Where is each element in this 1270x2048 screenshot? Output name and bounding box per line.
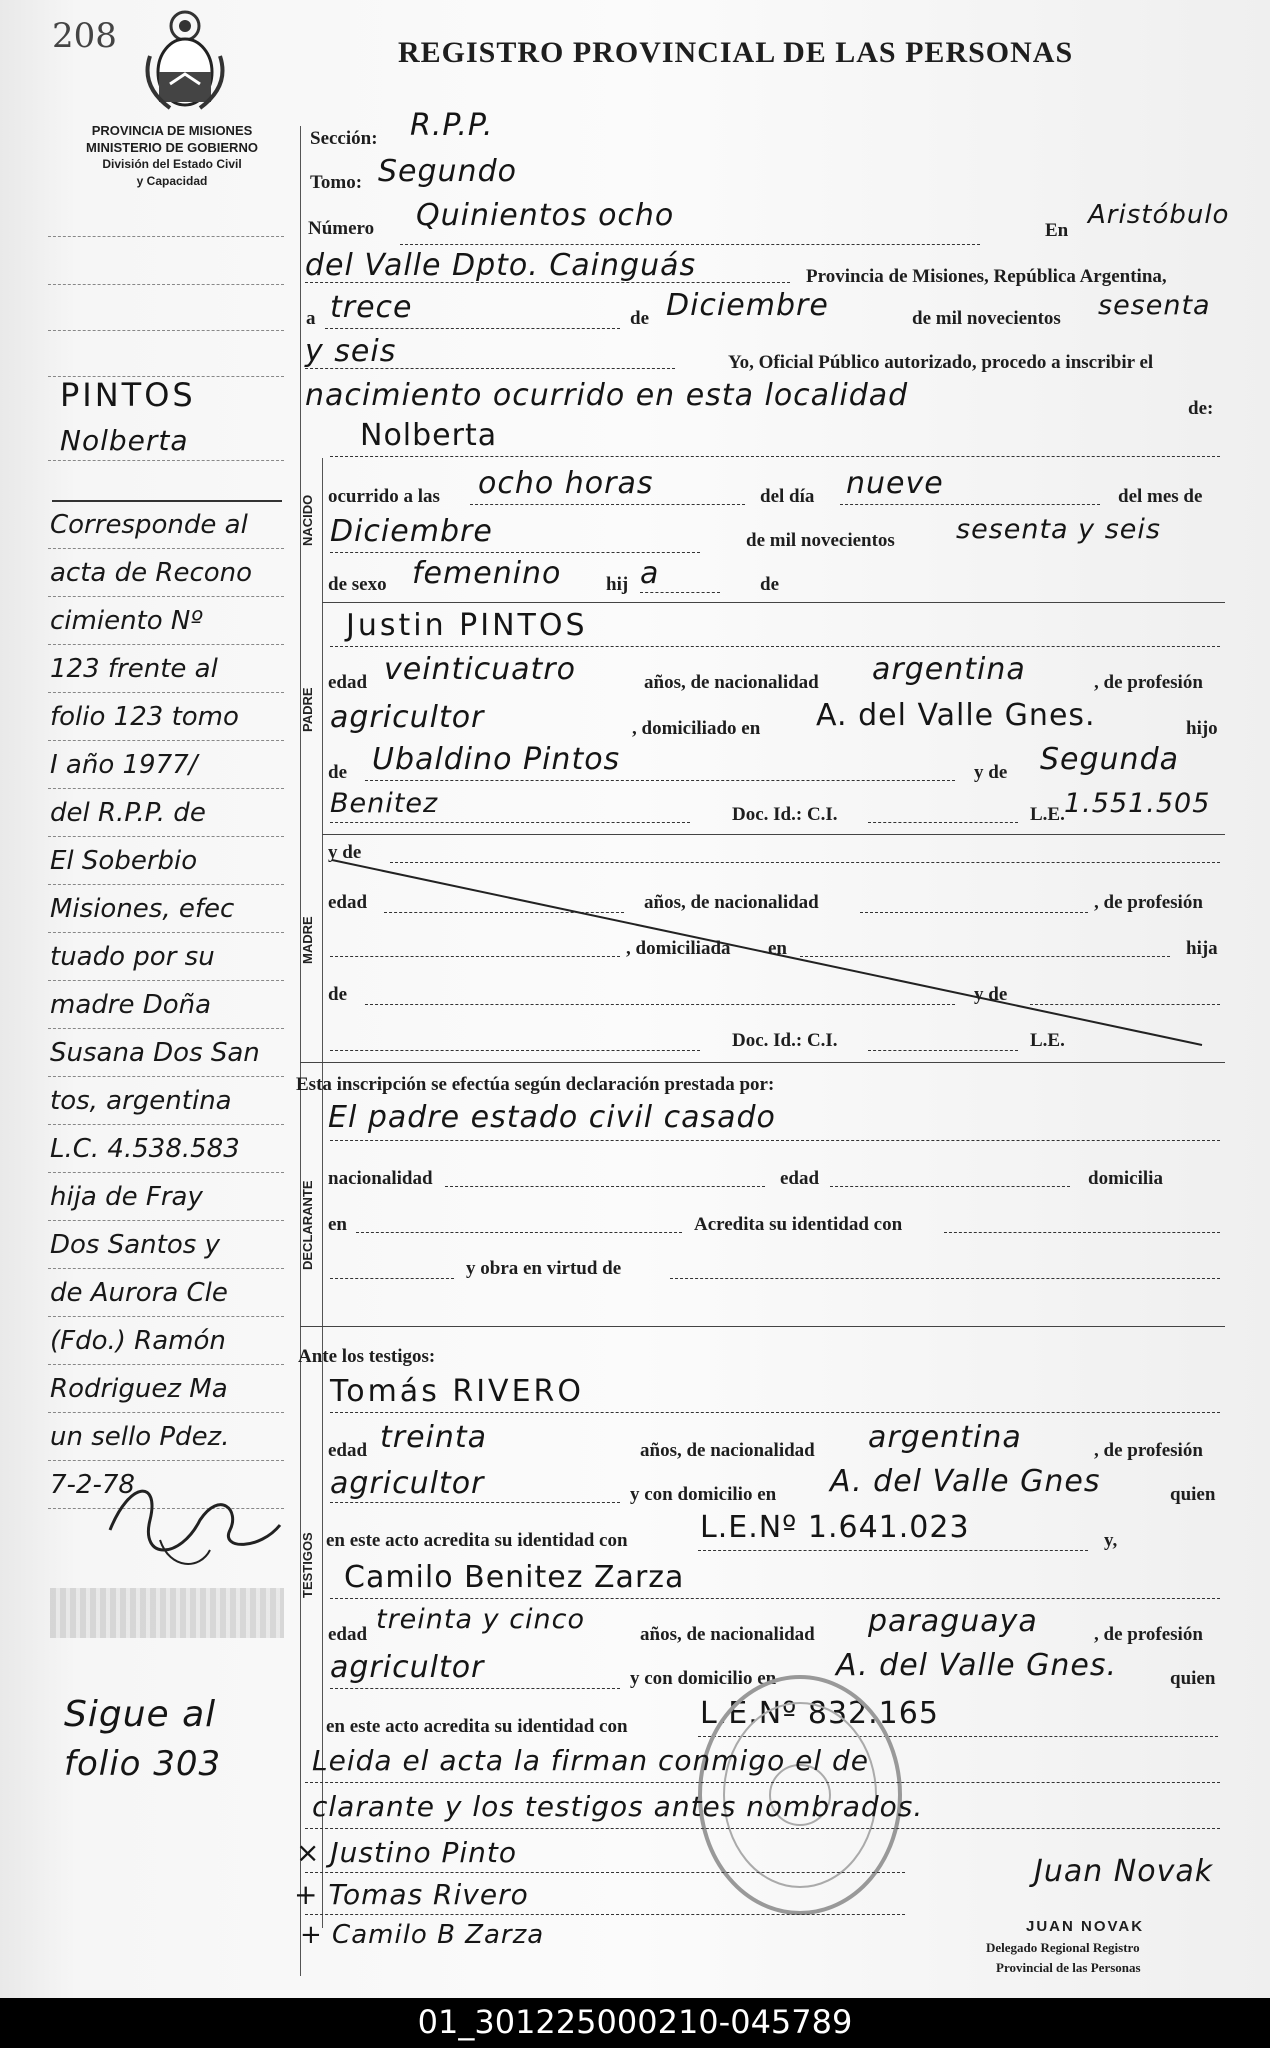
margin-rule (48, 1172, 284, 1173)
margin-note-line: Dos Santos y (50, 1230, 220, 1260)
footer-caption: 01_301225000210-045789 (417, 2003, 853, 2041)
testigo2-dom-label: y con domicilio en (630, 1668, 777, 1689)
margin-rule (48, 788, 284, 789)
testigo2-nac: paraguaya (868, 1604, 1038, 1639)
declarante-obra-line (670, 1278, 1220, 1279)
inscripcion-label: Esta inscripción se efectúa según declaración prestada por: (296, 1074, 775, 1095)
margin-rule (48, 548, 284, 549)
testigo2-quien-label: quien (1170, 1668, 1216, 1689)
margin-note-line: El Soberbio (50, 846, 198, 876)
margin-rule (48, 644, 284, 645)
padre-nombre-value: Justin PINTOS (346, 608, 588, 643)
testigo1-doc-line (698, 1550, 1088, 1551)
anio-nac-value: sesenta y seis (956, 514, 1161, 545)
madre-strike-line (322, 840, 1222, 1060)
margin-note-line: 123 frente al (50, 654, 218, 684)
margin-surname: PINTOS (60, 376, 196, 414)
testigo1-nombre: Tomás RIVERO (330, 1374, 584, 1409)
testigos-label: Ante los testigos: (298, 1346, 436, 1367)
margin-rule (48, 692, 284, 693)
section-divider (322, 458, 323, 1928)
margin-rule (48, 236, 284, 237)
madre-prof-label: , de profesión (1094, 892, 1203, 913)
de-mil-nov-label: de mil novecientos (746, 530, 895, 551)
left-border (300, 126, 301, 1976)
ministry-label: MINISTERIO DE GOBIERNO (86, 140, 258, 155)
numero-value: Quinientos ocho (416, 198, 675, 233)
testigo1-prof-label: , de profesión (1094, 1440, 1203, 1461)
declarante-en-label: en (328, 1214, 347, 1235)
margin-rule (48, 1412, 284, 1413)
cierre-rule-2 (305, 1828, 1220, 1829)
madre-en-label: en (768, 938, 787, 959)
abuelo-de-label: de (328, 762, 347, 783)
del-mes-label: del mes de (1118, 486, 1203, 507)
margin-signature-scribble (90, 1470, 290, 1580)
coat-of-arms-emblem (140, 6, 230, 114)
dia-nac-line (840, 504, 1100, 505)
lugar-value-2: del Valle Dpto. Cainguás (305, 248, 697, 283)
margin-given-name: Nolberta (60, 424, 189, 457)
dia-value: trece (330, 290, 413, 325)
section-testigos: TESTIGOS (300, 1532, 315, 1598)
provincia-label: Provincia de Misiones, República Argentina, (806, 266, 1167, 287)
testigo2-nac-label: años, de nacionalidad (640, 1624, 815, 1645)
official-name: JUAN NOVAK (1026, 1918, 1145, 1935)
section-padre: PADRE (300, 687, 315, 733)
padre-edad-label: edad (328, 672, 368, 693)
en-label: En (1045, 220, 1069, 241)
margin-faded-stamp (50, 1588, 284, 1638)
page-number: 208 (52, 16, 117, 56)
madre-yde-label: y de (328, 842, 362, 863)
rule-madre (300, 1062, 1225, 1063)
hij-label: hij (606, 574, 629, 595)
margin-rule (48, 1124, 284, 1125)
testigo1-acredita-label: en este acto acredita su identidad con (326, 1530, 628, 1551)
testigo2-prof-line (330, 1688, 620, 1689)
margin-note-line: folio 123 tomo (50, 702, 239, 732)
margin-note-line: tuado por su (50, 942, 215, 972)
margin-strike (52, 500, 282, 502)
testigo1-prof: agricultor (330, 1466, 485, 1501)
testigo2-edad: treinta y cinco (376, 1604, 586, 1635)
issuer-block (56, 122, 288, 190)
declarante-obra-line-1 (330, 1278, 454, 1279)
margin-rule (48, 1268, 284, 1269)
margin-note-line: acta de Recono (50, 558, 253, 588)
cierre-rule-1 (305, 1782, 1220, 1783)
abuelo-value: Ubaldino Pintos (372, 742, 621, 777)
margin-rule (48, 836, 284, 837)
tipo-value: nacimiento ocurrido en esta localidad (305, 378, 909, 413)
signature-rule-1 (305, 1872, 905, 1873)
testigo1-dom-label: y con domicilio en (630, 1484, 777, 1505)
margin-note-line: tos, argentina (50, 1086, 232, 1116)
sexo-value: femenino (412, 556, 562, 591)
declarante-value: El padre estado civil casado (328, 1100, 776, 1135)
madre-le-label: L.E. (1030, 1030, 1065, 1051)
testigo1-y-label: y, (1104, 1530, 1118, 1551)
margin-note-line: de Aurora Cle (50, 1278, 228, 1308)
testigo1-prof-line (330, 1502, 620, 1503)
mes-value: Diciembre (666, 288, 829, 323)
hora-line (470, 504, 745, 505)
anio-value: sesenta (1098, 290, 1211, 321)
margin-rule (48, 1220, 284, 1221)
testigo1-edad-label: edad (328, 1440, 368, 1461)
declarante-acredita-line (944, 1232, 1220, 1233)
seccion-value: R.P.P. (410, 108, 494, 143)
dia-nac-value: nueve (846, 466, 944, 501)
division-label-2: y Capacidad (136, 174, 208, 188)
margin-rule (48, 330, 284, 331)
margin-rule (48, 980, 284, 981)
margin-rule (48, 1076, 284, 1077)
hora-value: ocho horas (478, 466, 654, 501)
declarante-line (330, 1140, 1220, 1141)
madre-de-label: de (328, 984, 347, 1005)
lugar-line (305, 282, 790, 283)
margin-rule (48, 460, 284, 461)
padre-edad-value: veinticuatro (384, 652, 576, 687)
official-signature: Juan Novak (1034, 1854, 1214, 1889)
margin-rule (48, 596, 284, 597)
margin-note-line: I año 1977/ (50, 750, 198, 780)
testigo1-nac-label: años, de nacionalidad (640, 1440, 815, 1461)
testigo2-edad-label: edad (328, 1624, 368, 1645)
signature-rule-2 (305, 1914, 905, 1915)
tomo-label: Tomo: (310, 172, 363, 193)
margin-rule (48, 884, 284, 885)
testigo2-prof-label: , de profesión (1094, 1624, 1203, 1645)
padre-prof-value: agricultor (330, 700, 485, 735)
section-nacido: NACIDO (300, 494, 315, 546)
margin-note-line: madre Doña (50, 990, 212, 1020)
numero-line (400, 244, 980, 245)
anio-value-2: y seis (305, 334, 397, 369)
official-title-2: Provincial de las Personas (996, 1960, 1141, 1975)
tomo-value: Segundo (378, 154, 517, 189)
margin-note-line: Rodriguez Ma (50, 1374, 228, 1404)
nombre-line (330, 456, 1220, 457)
testigo1-nac: argentina (868, 1420, 1022, 1455)
hij-suffix: a (640, 556, 660, 591)
margin-note-line: (Fdo.) Ramón (50, 1326, 226, 1356)
declarante-acredita-label: Acredita su identidad con (694, 1214, 903, 1235)
hij-line (640, 592, 720, 593)
padre-nac-label: años, de nacionalidad (644, 672, 819, 693)
padre-prof-label: , de profesión (1094, 672, 1203, 693)
rule-padre (322, 834, 1225, 835)
padre-doc-line (868, 822, 1018, 823)
margin-rule (48, 284, 284, 285)
seccion-label: Sección: (310, 128, 378, 149)
declarante-en-line (356, 1232, 682, 1233)
padre-dom-label: , domiciliado en (632, 718, 761, 739)
section-madre: MADRE (300, 916, 315, 964)
margin-rule (48, 740, 284, 741)
testigo1-doc: L.E.Nº 1.641.023 (700, 1510, 970, 1545)
cierre-line-1: Leida el acta la firman conmigo el de (312, 1744, 870, 1777)
declarante-edad-line (830, 1186, 1070, 1187)
sexo-label: de sexo (328, 574, 387, 595)
declarante-nac-label: nacionalidad (328, 1168, 433, 1189)
a-label: a (306, 308, 316, 329)
margin-note-line: Misiones, efec (50, 894, 235, 924)
margin-rule (48, 1028, 284, 1029)
section-declarante: DECLARANTE (300, 1180, 315, 1270)
margin-sigue-1: Sigue al (64, 1694, 217, 1735)
testigo2-prof: agricultor (330, 1650, 485, 1685)
division-label: División del Estado Civil (102, 157, 242, 171)
declarante-nac-line (445, 1186, 765, 1187)
oficial-label: Yo, Oficial Público autorizado, procedo a inscribir el (728, 352, 1154, 373)
margin-note-line: hija de Fray (50, 1182, 203, 1212)
madre-nac-label: años, de nacionalidad (644, 892, 819, 913)
declarante-dom-label: domicilia (1088, 1168, 1163, 1189)
declarante-obra-label: y obra en virtud de (466, 1258, 622, 1279)
official-title-1: Delegado Regional Registro (986, 1940, 1140, 1955)
margin-sigue-2: folio 303 (64, 1744, 222, 1784)
province-label: PROVINCIA DE MISIONES (91, 123, 253, 138)
lugar-value: Aristóbulo (1088, 200, 1230, 230)
padre-doc-label: Doc. Id.: C.I. (732, 804, 838, 825)
mes-nac-value: Diciembre (330, 514, 493, 549)
margin-note-line: cimiento Nº (50, 606, 203, 636)
numero-label: Número (308, 218, 375, 239)
testigo2-acredita-label: en este acto acredita su identidad con (326, 1716, 628, 1737)
de-colon-label: de: (1188, 398, 1214, 419)
cierre-line-2: clarante y los testigos antes nombrados. (312, 1790, 924, 1823)
padre-dom-value: A. del Valle Gnes. (816, 698, 1096, 733)
de-label: de (630, 308, 649, 329)
margin-rule (48, 932, 284, 933)
padre-hijo-label: hijo (1186, 718, 1218, 739)
abuela-yde-label: y de (974, 762, 1008, 783)
rule-nacido (322, 602, 1225, 603)
margin-rule (48, 1460, 284, 1461)
margin-note-line: 7-2-78 (50, 1470, 135, 1500)
madre-edad-label: edad (328, 892, 368, 913)
dia-line (325, 328, 620, 329)
madre-yde2-label: y de (974, 984, 1008, 1005)
signature-testigo-2: + Camilo B Zarza (300, 1920, 545, 1950)
rule-declarante (300, 1326, 1225, 1327)
abuela-line (330, 822, 690, 823)
margin-rule (48, 1316, 284, 1317)
testigo2-nombre-line (330, 1598, 1220, 1599)
madre-dom-label: , domiciliada (626, 938, 731, 959)
signature-testigo-1: + Tomas Rivero (294, 1878, 529, 1911)
testigo2-doc: L.E.Nº 832.165 (700, 1696, 939, 1731)
margin-note-line: un sello Pdez. (50, 1422, 230, 1452)
abuelo-line (365, 780, 955, 781)
madre-doc-label: Doc. Id.: C.I. (732, 1030, 838, 1051)
padre-nombre-line (330, 646, 1220, 647)
margin-note-line: del R.P.P. de (50, 798, 206, 828)
margin-note-line: Corresponde al (50, 510, 248, 540)
padre-le-label: L.E. (1030, 804, 1065, 825)
testigo1-nombre-line (330, 1412, 1220, 1413)
declarante-edad-label: edad (780, 1168, 820, 1189)
anio-line (305, 368, 675, 369)
abuela-value-2: Benitez (330, 788, 439, 819)
testigo1-quien-label: quien (1170, 1484, 1216, 1505)
testigo1-dom: A. del Valle Gnes (830, 1464, 1101, 1499)
padre-le-value: 1.551.505 (1064, 788, 1211, 819)
mes-nac-line (330, 552, 700, 553)
testigo2-dom: A. del Valle Gnes. (836, 1648, 1118, 1683)
hij-de-label: de (760, 574, 779, 595)
ocurrido-label: ocurrido a las (328, 486, 440, 507)
testigo1-edad: treinta (380, 1420, 488, 1455)
padre-nac-value: argentina (872, 652, 1026, 687)
del-dia-label: del día (760, 486, 815, 507)
nombre-value: Nolberta (360, 418, 498, 453)
madre-hija-label: hija (1186, 938, 1218, 959)
margin-rule (48, 1364, 284, 1365)
page-title: REGISTRO PROVINCIAL DE LAS PERSONAS (398, 36, 1074, 69)
margin-note-line: Susana Dos San (50, 1038, 260, 1068)
testigo2-nombre: Camilo Benitez Zarza (344, 1560, 685, 1595)
de-mil-label: de mil novecientos (912, 308, 1061, 329)
signature-padre: × Justino Pinto (296, 1836, 518, 1869)
margin-note-line: L.C. 4.538.583 (50, 1134, 240, 1164)
abuela-value: Segunda (1040, 742, 1179, 777)
